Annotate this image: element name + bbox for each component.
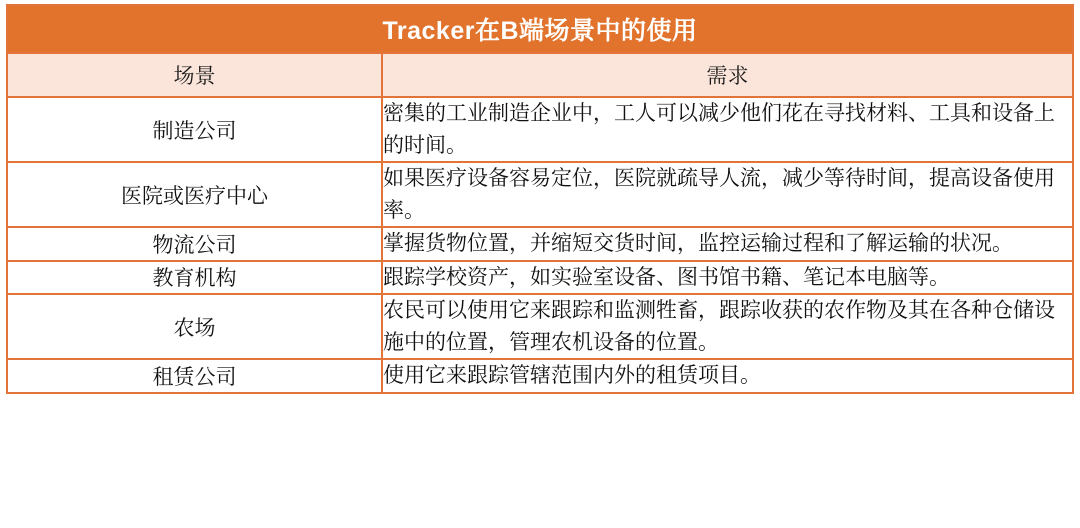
table-row xyxy=(7,162,1073,227)
cell-need: 掌握货物位置，并缩短交货时间，监控运输过程和了解运输的状况。 xyxy=(382,227,1073,261)
column-header-scene: 场景 xyxy=(7,53,382,97)
cell-scene: 医院或医疗中心 xyxy=(7,162,382,227)
tracker-usage-table xyxy=(6,4,1074,394)
cell-need: 跟踪学校资产，如实验室设备、图书馆书籍、笔记本电脑等。 xyxy=(382,261,1073,295)
cell-scene: 制造公司 xyxy=(7,97,382,162)
cell-need: 使用它来跟踪管辖范围内外的租赁项目。 xyxy=(382,359,1073,393)
table-row xyxy=(7,359,1073,393)
table-header-row xyxy=(7,53,1073,97)
table-row xyxy=(7,294,1073,359)
table-row xyxy=(7,97,1073,162)
cell-scene: 教育机构 xyxy=(7,261,382,295)
cell-need: 密集的工业制造企业中，工人可以减少他们花在寻找材料、工具和设备上的时间。 xyxy=(382,97,1073,162)
cell-need: 农民可以使用它来跟踪和监测牲畜，跟踪收获的农作物及其在各种仓储设施中的位置，管理农机设备的位置。 xyxy=(382,294,1073,359)
table-title: Tracker在B端场景中的使用 xyxy=(7,5,1073,53)
cell-scene: 物流公司 xyxy=(7,227,382,261)
table-row xyxy=(7,261,1073,295)
cell-scene: 农场 xyxy=(7,294,382,359)
table-title-row xyxy=(7,5,1073,53)
table-row xyxy=(7,227,1073,261)
column-header-need: 需求 xyxy=(382,53,1073,97)
cell-need: 如果医疗设备容易定位，医院就疏导人流，减少等待时间，提高设备使用率。 xyxy=(382,162,1073,227)
cell-scene: 租赁公司 xyxy=(7,359,382,393)
document-table-container xyxy=(0,4,1080,528)
